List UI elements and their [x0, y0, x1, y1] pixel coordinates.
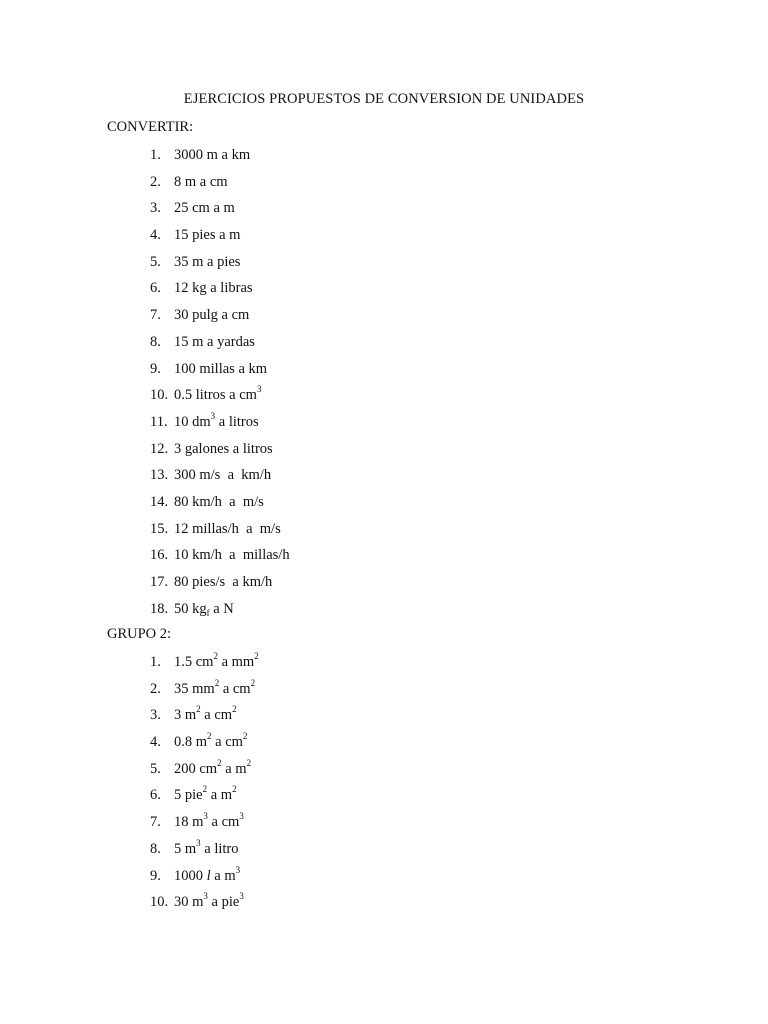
exercise-text: 12 millas/h a m/s: [174, 520, 281, 537]
exercise-text: 25 cm a m: [174, 200, 235, 217]
exercise-item: [150, 813, 259, 840]
exercise-text: 1.5 $cm^2$ a $mm^2$: [174, 651, 259, 670]
exercise-item: [150, 706, 259, 733]
exercise-list-group-2: [150, 653, 259, 920]
section-heading-convertir: CONVERTIR:: [107, 119, 194, 135]
exercise-list-group-1: [150, 146, 290, 626]
exercise-item: [150, 493, 290, 520]
exercise-item: [150, 864, 259, 894]
exercise-text: 30 pulg a cm: [174, 307, 250, 324]
document-title: EJERCICIOS PROPUESTOS DE CONVERSION DE UNIDADES: [183, 91, 585, 107]
exercise-item: [150, 837, 259, 867]
exercise-text: 18 $m^3$ a $cm^3$: [174, 811, 244, 831]
exercise-number: 18.: [150, 600, 169, 617]
exercise-text: 80 pies/s a km/h: [174, 574, 273, 590]
exercise-text: 1000 l a $m^3$: [174, 864, 241, 884]
exercise-number: 3.: [150, 707, 161, 724]
exercise-number: 8.: [150, 840, 161, 857]
exercise-text: 50 $kg_f$ a N: [174, 600, 234, 618]
exercise-item: [150, 306, 290, 333]
exercise-number: 8.: [150, 333, 161, 350]
exercise-item: [150, 279, 290, 306]
exercise-text: 0.5 litros a $cm^3$: [174, 384, 262, 404]
exercise-text: 100 millas a km: [174, 360, 268, 377]
exercise-number: 10.: [150, 387, 169, 404]
exercise-number: 1.: [150, 147, 161, 163]
exercise-text: 80 km/h a m/s: [174, 493, 264, 510]
exercise-text: 5 $m^3$ a litro: [174, 837, 239, 857]
exercise-item: [150, 546, 290, 573]
exercise-number: 2.: [150, 680, 161, 697]
exercise-item: [150, 573, 290, 600]
exercise-number: 6.: [150, 280, 161, 297]
exercise-item: [150, 733, 259, 760]
exercise-item: [150, 757, 259, 787]
exercise-text: 0.8 $m^2$ a $cm^2$: [174, 731, 248, 751]
exercise-item: [150, 600, 290, 627]
exercise-text: 3 galones a litros: [174, 440, 273, 457]
exercise-number: 4.: [150, 734, 161, 751]
exercise-number: 2.: [150, 173, 161, 190]
exercise-number: 9.: [150, 360, 161, 377]
exercise-text: 15 m a yardas: [174, 333, 255, 350]
exercise-text: 30 $m^3$ a pie$^3$: [174, 891, 244, 911]
exercise-item: [150, 520, 290, 547]
exercise-text: 35 m a pies: [174, 253, 241, 270]
exercise-item: [150, 410, 290, 440]
exercise-item: [150, 253, 290, 280]
exercise-number: 9.: [150, 867, 161, 884]
exercise-item: [150, 173, 290, 200]
exercise-text: 3 $m^2$ a $cm^2$: [174, 704, 237, 724]
exercise-text: 35 $mm^2$ a $cm^2$: [174, 677, 256, 697]
exercise-text: 5 pie$^2$ a $m^2$: [174, 784, 237, 804]
exercise-number: 15.: [150, 520, 169, 537]
exercise-number: 5.: [150, 760, 161, 777]
exercise-text: 10 $dm^3$ a litros: [174, 410, 259, 430]
exercise-number: 3.: [150, 200, 161, 217]
exercise-number: 6.: [150, 787, 161, 804]
exercise-number: 4.: [150, 227, 161, 244]
exercise-number: 1.: [150, 654, 161, 670]
exercise-text: 15 pies a m: [174, 227, 241, 244]
exercise-item: [150, 199, 290, 226]
exercise-number: 16.: [150, 547, 169, 564]
exercise-number: 5.: [150, 253, 161, 270]
exercise-number: 7.: [150, 307, 161, 324]
exercise-number: 10.: [150, 894, 169, 911]
exercise-item: [150, 466, 290, 493]
exercise-number: 13.: [150, 467, 169, 484]
exercise-item: [150, 146, 290, 173]
exercise-number: 17.: [150, 574, 169, 590]
exercise-item: [150, 893, 259, 920]
section-heading-grupo-2: GRUPO 2:: [107, 626, 172, 642]
exercise-text: 300 m/s a km/h: [174, 467, 272, 484]
exercise-item: [150, 333, 290, 360]
exercise-item: [150, 226, 290, 253]
exercise-text: 10 km/h a millas/h: [174, 547, 290, 564]
exercise-text: 3000 m a km: [174, 147, 251, 163]
exercise-item: [150, 786, 259, 813]
exercise-number: 11.: [150, 413, 168, 430]
exercise-number: 7.: [150, 814, 161, 831]
exercise-item: [150, 386, 290, 413]
exercise-text: 200 $cm^2$ a $m^2$: [174, 757, 252, 777]
exercise-number: 12.: [150, 440, 169, 457]
exercise-text: 8 m a cm: [174, 173, 228, 190]
exercise-text: 12 kg a libras: [174, 280, 253, 297]
exercise-number: 14.: [150, 493, 169, 510]
exercise-item: [150, 440, 290, 467]
exercise-item: [150, 360, 290, 387]
exercise-item: [150, 653, 259, 680]
exercise-item: [150, 677, 259, 707]
